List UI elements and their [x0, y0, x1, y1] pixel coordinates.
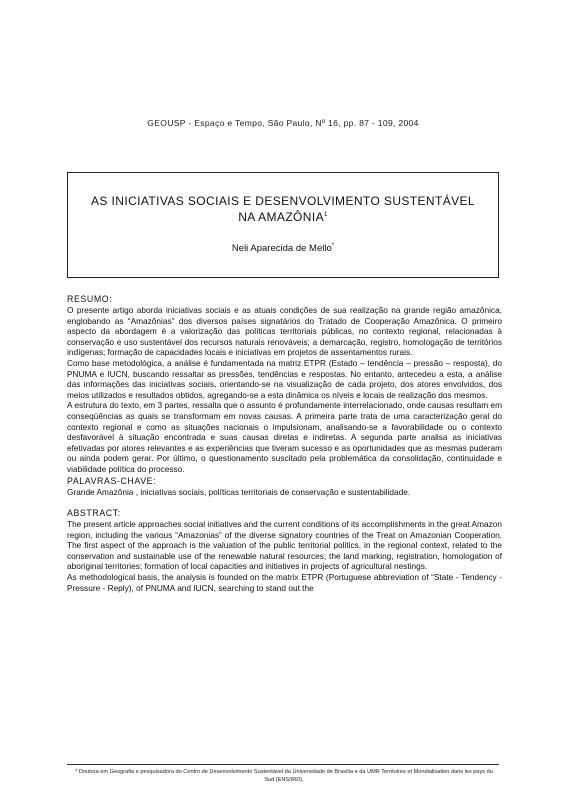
abstract-paragraph: The present article approaches social initiatives and the current conditions of its accomplishments in the great Amazon region, including the various “Amazonias” of the diverse signatory countries of the Treat on Amazonian Cooperation. The first aspect of the approach is the valuation of the public territorial politics, in the regional context, related to the conservation and sustainable use of the renewable natural resources; the land marking, registration, homologation of aboriginal territories; formation of local capacities and initiatives in projects of agricultural nestings.	[67, 519, 502, 572]
abstract-heading: ABSTRACT:	[67, 508, 121, 518]
title-footnote-mark: 1	[324, 212, 328, 218]
resumo-paragraph: O presente artigo aborda iniciativas sociais e as atuais condições de sua realização na grande região amazônica, englobando as “Amazônias” dos diversos países signatários do Tratado de Cooperação Amazônica. O primeiro aspecto da abordagem é a valorização das políticas territoriais públicas, no contexto regional, relacionadas à conservação e uso sustentável dos recursos naturais renováveis; a demarcação, registro, homologação de territórios indígenas; formação de capacidades locais e iniciativas em projetos de assentamentos rurais.	[67, 305, 502, 358]
article-title	[68, 193, 498, 225]
resumo-body	[67, 305, 502, 475]
resumo-paragraph: Como base metodológica, a análise é fundamentada na matriz ETPR (Estado – tendência – pressão – resposta), do PNUMA e IUCN, buscando ressaltar as pressões, tendências e respostas. No entanto, antecedeu a esta, a análise das informações das iniciativas sociais, orientando-se na visualização de cada projeto, dos atores envolvidos, dos meios utilizados e resultados obtidos, agregando-se a esta dinâmica os níveis e locais de realização dos mesmos.	[67, 357, 502, 400]
author-text: Neli Aparecida de Mello	[231, 243, 332, 254]
title-line-1: AS INICIATIVAS SOCIAIS E DESENVOLVIMENTO SUSTENTÁVEL	[91, 194, 475, 208]
palavras-chave-text: Grande Amazônia , iniciativas sociais, políticas territoriais de conservação e sustentabilidade.	[67, 487, 411, 497]
author-footnote-mark: *	[331, 242, 335, 249]
abstract-paragraph: As methodological basis, the analysis is founded on the matrix ETPR (Portuguese abbreviation of “State - Tendency - Pressure - Reply), of PNUMA and IUCN, searching to stand out the	[67, 571, 502, 593]
resumo-heading: RESUMO:	[67, 294, 113, 304]
footnote-rule	[67, 764, 499, 765]
title-line-2: NA AMAZÔNIA	[238, 210, 324, 224]
footnote: * Doutora em Geografia e pesquisadora do Centro de Desenvolvimento Sustentável da Universidade de Brasília e da UMR Territoires et Mondialisation dans les pays du Sud (ENS/IRD).	[75, 769, 493, 783]
palavras-chave-heading: PALAVRAS-CHAVE:	[67, 476, 157, 486]
abstract-body	[67, 519, 502, 593]
running-header: GEOUSP - Espaço e Tempo, São Paulo, Nº 16, pp. 87 - 109, 2004	[147, 118, 419, 128]
author-name	[68, 243, 498, 254]
resumo-paragraph: A estrutura do texto, em 3 partes, ressalta que o assunto é profundamente interrelacionado, onde causas resultam em conseqüências as quais se transformam em novas causas. A primeira parte trata de uma caracterização geral do contexto regional e como as situações nacionais o impulsionam, analisando-se a favorabilidade ou o contexto desfavorável à situação encontrada e suas causas diretas e indiretas. A segunda parte analisa as iniciativas efetivadas por atores relevantes e as experiências que tiveram sucesso e as oportunidades que as mesmas puderam ou ainda podem gerar. Por último, o questionamento suscitado pela problemática da consolidação, continuidade e viabilidade política do processo.	[67, 400, 502, 474]
title-box	[67, 172, 499, 278]
